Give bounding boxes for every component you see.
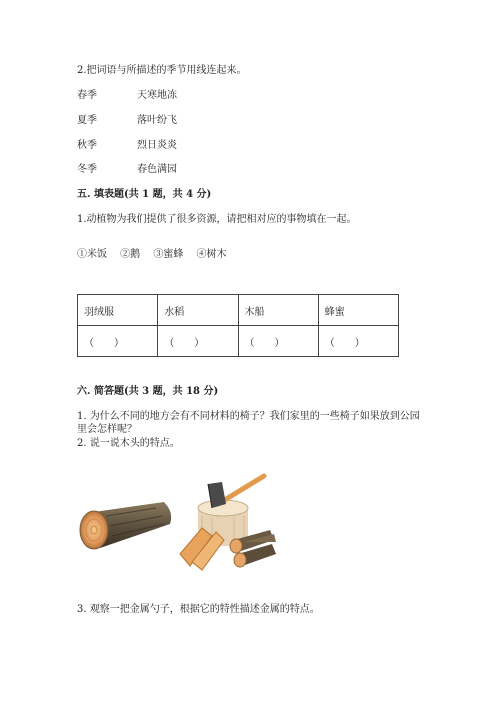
table-header-cell: 水稻 — [158, 295, 238, 326]
section-5-options: ①米饭 ②鹅 ③蜜蜂 ④树木 — [77, 249, 227, 260]
desc-3: 烈日炎炎 — [137, 140, 177, 151]
section-6-question-3: 3. 观察一把金属勺子，根据它的特性描述金属的特点。 — [77, 604, 320, 615]
section-6-question-2: 2. 说一说木头的特点。 — [77, 438, 180, 449]
answer-blank[interactable]: （ ） — [238, 326, 318, 357]
table-header-cell: 羽绒服 — [78, 295, 158, 326]
question-2-prompt: 2.把词语与所描述的季节用线连起来。 — [77, 65, 247, 76]
desc-4: 春色满园 — [137, 164, 177, 175]
season-autumn: 秋季 — [77, 140, 97, 151]
table-header-cell: 木船 — [238, 295, 318, 326]
season-spring: 春季 — [77, 90, 97, 101]
desc-1: 天寒地冻 — [137, 90, 177, 101]
desc-2: 落叶纷飞 — [137, 115, 177, 126]
section-5-title: 五. 填表题(共 1 题，共 4 分) — [77, 189, 212, 200]
wood-log-image — [76, 498, 176, 554]
answer-blank[interactable]: （ ） — [158, 326, 238, 357]
table-answer-row — [78, 326, 399, 357]
season-winter: 冬季 — [77, 164, 97, 175]
axe-firewood-image — [178, 470, 278, 572]
table-header-row — [78, 295, 399, 326]
season-summer: 夏季 — [77, 115, 97, 126]
answer-blank[interactable]: （ ） — [78, 326, 158, 357]
section-6-title: 六. 简答题(共 3 题，共 18 分) — [77, 386, 219, 397]
section-6-question-1-line-1: 1. 为什么不同的地方会有不同材料的椅子？我们家里的一些椅子如果放到公园 — [77, 411, 420, 422]
table-header-cell: 蜂蜜 — [318, 295, 398, 326]
fill-table — [77, 294, 399, 357]
section-6-question-1-line-2: 里会怎样呢？ — [77, 424, 137, 435]
section-5-question-1: 1.动植物为我们提供了很多资源，请把相对应的事物填在一起。 — [77, 214, 357, 225]
answer-blank[interactable]: （ ） — [318, 326, 398, 357]
